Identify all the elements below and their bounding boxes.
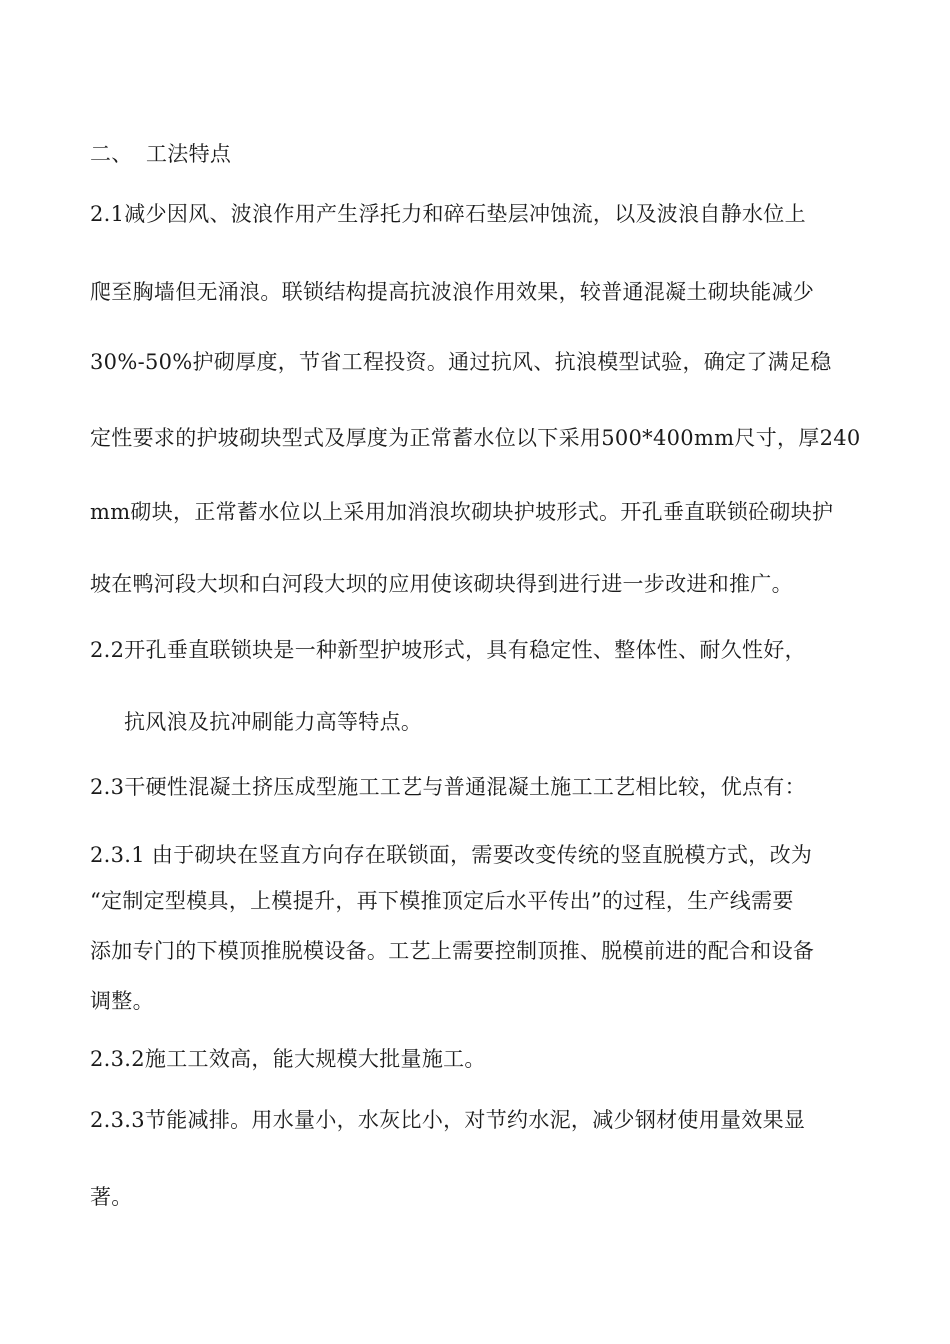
section-number: 二、 [90, 142, 133, 166]
paragraph-line: 坡在鸭河段大坝和白河段大坝的应用使该砌块得到进行进一步改进和推广。 [90, 572, 793, 596]
paragraph-line: 2.3干硬性混凝土挤压成型施工工艺与普通混凝土施工工艺相比较，优点有： [90, 775, 806, 799]
section-heading [90, 140, 870, 168]
section-title: 工法特点 [146, 142, 232, 166]
paragraph-line: 爬至胸墙但无涌浪。联锁结构提高抗波浪作用效果，较普通混凝土砌块能减少 [90, 280, 815, 304]
paragraph-line: 抗风浪及抗冲刷能力高等特点。 [124, 710, 423, 734]
paragraph-line: 定性要求的护坡砌块型式及厚度为正常蓄水位以下采用500*400mm尺寸，厚240 [90, 426, 861, 450]
paragraph-line: 2.3.2施工工效高，能大规模大批量施工。 [90, 1047, 486, 1071]
paragraph-line: 调整。 [90, 989, 154, 1013]
paragraph-line: 2.3.1 由于砌块在竖直方向存在联锁面，需要改变传统的竖直脱模方式，改为 [90, 843, 813, 867]
paragraph-line: 2.2开孔垂直联锁块是一种新型护坡形式，具有稳定性、整体性、耐久性好， [90, 638, 806, 662]
paragraph-line: 30%-50%护砌厚度，节省工程投资。通过抗风、抗浪模型试验，确定了满足稳 [90, 350, 832, 374]
paragraph-line: mm砌块，正常蓄水位以上采用加消浪坎砌块护坡形式。开孔垂直联锁砼砌块护 [90, 500, 834, 524]
paragraph-line: 2.1减少因风、波浪作用产生浮托力和碎石垫层冲蚀流，以及波浪自静水位上 [90, 202, 806, 226]
paragraph-line: 添加专门的下模顶推脱模设备。工艺上需要控制顶推、脱模前进的配合和设备 [90, 939, 815, 963]
paragraph-line: 2.3.3节能减排。用水量小，水灰比小，对节约水泥，减少钢材使用量效果显 [90, 1108, 806, 1132]
paragraph-line: “定制定型模具，上模提升，再下模推顶定后水平传出”的过程，生产线需要 [90, 889, 794, 913]
paragraph-line: 著。 [90, 1185, 133, 1209]
